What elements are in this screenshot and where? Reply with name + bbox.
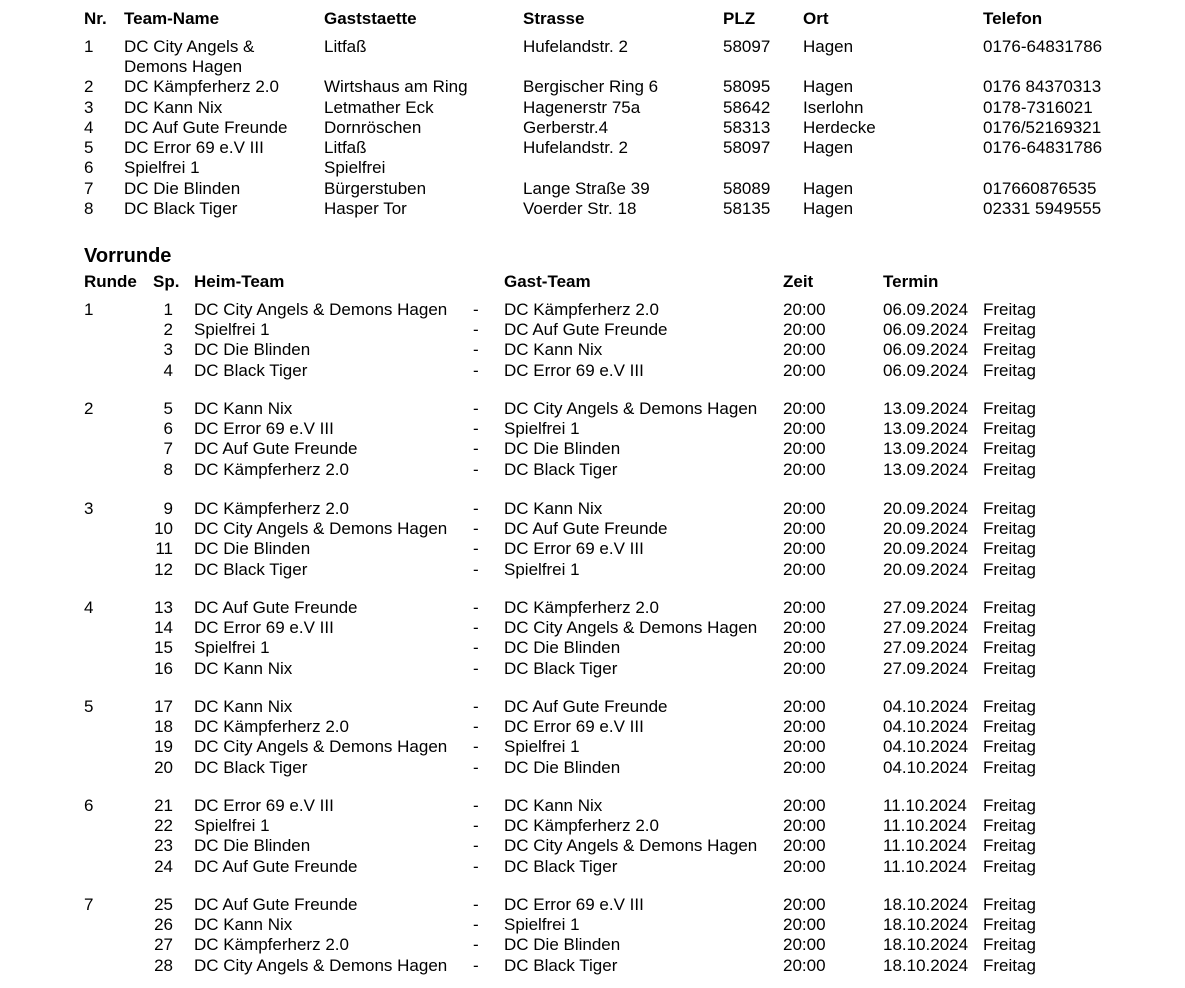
game-date: 27.09.2024 [883,638,969,657]
game-weekday: Freitag [983,419,1036,438]
vs-separator: - [473,915,479,934]
vorrunde-header-runde: Runde [84,272,137,291]
game-number: 3 [163,340,173,359]
vs-separator: - [473,717,479,736]
game-number: 1 [163,300,173,319]
away-team: DC Kämpferherz 2.0 [504,598,659,617]
home-team: DC Die Blinden [194,340,311,359]
away-team: DC Auf Gute Freunde [504,320,668,339]
away-team: DC Error 69 e.V III [504,895,644,914]
team-cell-plz: 58313 [723,118,771,137]
home-team: DC Error 69 e.V III [194,796,334,815]
team-cell-name: DC Black Tiger [124,199,238,218]
game-date: 04.10.2024 [883,697,969,716]
vs-separator: - [473,758,479,777]
game-weekday: Freitag [983,560,1036,579]
game-number: 5 [163,399,173,418]
game-date: 18.10.2024 [883,895,969,914]
vs-separator: - [473,419,479,438]
game-weekday: Freitag [983,499,1036,518]
game-date: 06.09.2024 [883,361,969,380]
team-cell-phone: 0176-64831786 [983,37,1103,56]
game-number: 10 [154,519,173,538]
game-date: 06.09.2024 [883,340,969,359]
game-date: 18.10.2024 [883,915,969,934]
team-cell-plz: 58135 [723,199,771,218]
home-team: DC City Angels & Demons Hagen [194,956,448,975]
vs-separator: - [473,659,479,678]
game-weekday: Freitag [983,320,1036,339]
game-date: 27.09.2024 [883,659,969,678]
round-number: 2 [84,399,94,418]
game-weekday: Freitag [983,340,1036,359]
team-cell-name: DC Die Blinden [124,179,241,198]
game-time: 20:00 [783,737,826,756]
game-number: 21 [154,796,173,815]
game-number: 23 [154,836,173,855]
home-team: DC Die Blinden [194,539,311,558]
vorrunde-header-sp: Sp. [153,272,180,291]
team-cell-street: Hagenerstr 75a [523,98,641,117]
game-date: 04.10.2024 [883,717,969,736]
team-cell-venue: Hasper Tor [324,199,407,218]
vs-separator: - [473,737,479,756]
away-team: DC City Angels & Demons Hagen [504,399,758,418]
vorrunde-header-gast: Gast-Team [504,272,591,291]
game-number: 24 [154,857,173,876]
game-weekday: Freitag [983,697,1036,716]
vs-separator: - [473,560,479,579]
game-number: 7 [163,439,173,458]
game-date: 04.10.2024 [883,737,969,756]
game-weekday: Freitag [983,361,1036,380]
teams-header-plz: PLZ [723,9,756,28]
away-team: DC Black Tiger [504,659,618,678]
game-date: 20.09.2024 [883,499,969,518]
team-cell-ort: Iserlohn [803,98,864,117]
game-number: 16 [154,659,173,678]
game-time: 20:00 [783,519,826,538]
away-team: Spielfrei 1 [504,560,580,579]
game-date: 18.10.2024 [883,956,969,975]
home-team: DC Auf Gute Freunde [194,439,358,458]
team-cell-ort: Hagen [803,138,854,157]
round-number: 7 [84,895,94,914]
game-weekday: Freitag [983,915,1036,934]
game-time: 20:00 [783,300,826,319]
team-cell-nr: 3 [84,98,94,117]
game-number: 13 [154,598,173,617]
home-team: DC City Angels & Demons Hagen [194,519,448,538]
team-cell-venue: Letmather Eck [324,98,434,117]
team-cell-street: Gerberstr.4 [523,118,609,137]
teams-header-street: Strasse [523,9,585,28]
team-cell-nr: 6 [84,158,94,177]
team-cell-phone: 02331 5949555 [983,199,1102,218]
team-cell-venue: Spielfrei [324,158,386,177]
away-team: DC Black Tiger [504,857,618,876]
away-team: DC Kann Nix [504,499,603,518]
home-team: DC City Angels & Demons Hagen [194,737,448,756]
home-team: DC Kämpferherz 2.0 [194,935,349,954]
home-team: Spielfrei 1 [194,320,270,339]
game-time: 20:00 [783,758,826,777]
teams-header-ort: Ort [803,9,829,28]
vorrunde-header-heim: Heim-Team [194,272,285,291]
away-team: Spielfrei 1 [504,737,580,756]
game-weekday: Freitag [983,717,1036,736]
home-team: DC Black Tiger [194,758,308,777]
game-time: 20:00 [783,419,826,438]
game-number: 17 [154,697,173,716]
game-number: 25 [154,895,173,914]
game-weekday: Freitag [983,439,1036,458]
home-team: DC Kann Nix [194,697,293,716]
game-date: 06.09.2024 [883,320,969,339]
home-team: DC Kann Nix [194,659,293,678]
team-cell-nr: 7 [84,179,94,198]
away-team: DC Auf Gute Freunde [504,697,668,716]
team-cell-street: Hufelandstr. 2 [523,37,628,56]
vs-separator: - [473,796,479,815]
teams-header-venue: Gaststaette [324,9,417,28]
team-cell-nr: 5 [84,138,94,157]
game-date: 13.09.2024 [883,399,969,418]
vs-separator: - [473,895,479,914]
game-date: 11.10.2024 [883,816,967,835]
game-time: 20:00 [783,796,826,815]
game-time: 20:00 [783,915,826,934]
teams-header-nr: Nr. [84,9,107,28]
team-cell-phone: 0178-7316021 [983,98,1093,117]
game-number: 26 [154,915,173,934]
vs-separator: - [473,300,479,319]
game-time: 20:00 [783,638,826,657]
team-cell-plz: 58095 [723,77,771,96]
team-cell-venue: Dornröschen [324,118,422,137]
home-team: DC City Angels & Demons Hagen [194,300,448,319]
game-time: 20:00 [783,816,826,835]
team-cell-venue: Litfaß [324,138,367,157]
team-cell-name: DC Error 69 e.V III [124,138,264,157]
game-weekday: Freitag [983,816,1036,835]
game-time: 20:00 [783,598,826,617]
team-cell-nr: 1 [84,37,94,56]
away-team: DC Die Blinden [504,638,621,657]
round-number: 5 [84,697,94,716]
game-date: 11.10.2024 [883,836,967,855]
vorrunde-header-zeit: Zeit [783,272,814,291]
away-team: DC Auf Gute Freunde [504,519,668,538]
game-number: 28 [154,956,173,975]
away-team: DC Die Blinden [504,758,621,777]
game-number: 12 [154,560,173,579]
game-weekday: Freitag [983,857,1036,876]
game-time: 20:00 [783,697,826,716]
game-weekday: Freitag [983,659,1036,678]
team-cell-name: DC City Angels & [124,37,255,56]
home-team: DC Kämpferherz 2.0 [194,499,349,518]
away-team: DC Kämpferherz 2.0 [504,816,659,835]
away-team: DC City Angels & Demons Hagen [504,836,758,855]
away-team: Spielfrei 1 [504,915,580,934]
game-date: 20.09.2024 [883,539,969,558]
game-time: 20:00 [783,399,826,418]
vs-separator: - [473,439,479,458]
round-number: 3 [84,499,94,518]
team-cell-plz: 58097 [723,138,771,157]
team-cell-street: Hufelandstr. 2 [523,138,628,157]
game-weekday: Freitag [983,935,1036,954]
vorrunde-title: Vorrunde [84,245,172,267]
game-time: 20:00 [783,836,826,855]
game-date: 06.09.2024 [883,300,969,319]
team-cell-street: Voerder Str. 18 [523,199,637,218]
vs-separator: - [473,857,479,876]
game-date: 27.09.2024 [883,618,969,637]
away-team: DC Kann Nix [504,796,603,815]
game-date: 13.09.2024 [883,460,969,479]
game-date: 27.09.2024 [883,598,969,617]
game-time: 20:00 [783,439,826,458]
home-team: DC Auf Gute Freunde [194,857,358,876]
game-number: 14 [154,618,173,637]
game-date: 20.09.2024 [883,560,969,579]
teams-header-name: Team-Name [124,9,220,28]
team-cell-venue: Litfaß [324,37,367,56]
vs-separator: - [473,460,479,479]
game-number: 6 [163,419,173,438]
game-weekday: Freitag [983,836,1036,855]
away-team: DC Black Tiger [504,956,618,975]
home-team: DC Error 69 e.V III [194,618,334,637]
team-cell-ort: Herdecke [803,118,876,137]
game-date: 11.10.2024 [883,857,967,876]
vs-separator: - [473,519,479,538]
team-cell-nr: 4 [84,118,94,137]
game-number: 18 [154,717,173,736]
game-time: 20:00 [783,460,826,479]
round-number: 4 [84,598,94,617]
team-cell-name-cont: Demons Hagen [124,57,243,76]
away-team: DC Error 69 e.V III [504,717,644,736]
away-team: DC Kann Nix [504,340,603,359]
game-time: 20:00 [783,659,826,678]
game-time: 20:00 [783,499,826,518]
game-time: 20:00 [783,717,826,736]
game-date: 11.10.2024 [883,796,967,815]
game-weekday: Freitag [983,460,1036,479]
vs-separator: - [473,539,479,558]
team-cell-nr: 8 [84,199,94,218]
game-time: 20:00 [783,935,826,954]
game-time: 20:00 [783,895,826,914]
game-time: 20:00 [783,340,826,359]
team-cell-name: Spielfrei 1 [124,158,200,177]
game-weekday: Freitag [983,796,1036,815]
away-team: DC Error 69 e.V III [504,361,644,380]
team-cell-ort: Hagen [803,77,854,96]
team-cell-phone: 0176/52169321 [983,118,1102,137]
game-weekday: Freitag [983,758,1036,777]
team-cell-street: Bergischer Ring 6 [523,77,659,96]
team-cell-nr: 2 [84,77,94,96]
away-team: DC City Angels & Demons Hagen [504,618,758,637]
vs-separator: - [473,836,479,855]
team-cell-venue: Wirtshaus am Ring [324,77,468,96]
team-cell-phone: 017660876535 [983,179,1097,198]
vs-separator: - [473,816,479,835]
game-number: 15 [154,638,173,657]
team-cell-street: Lange Straße 39 [523,179,650,198]
game-number: 11 [155,539,173,558]
game-date: 04.10.2024 [883,758,969,777]
home-team: DC Auf Gute Freunde [194,895,358,914]
game-time: 20:00 [783,539,826,558]
vs-separator: - [473,618,479,637]
home-team: DC Error 69 e.V III [194,419,334,438]
home-team: DC Black Tiger [194,361,308,380]
home-team: Spielfrei 1 [194,816,270,835]
game-date: 13.09.2024 [883,439,969,458]
away-team: DC Kämpferherz 2.0 [504,300,659,319]
game-weekday: Freitag [983,598,1036,617]
home-team: DC Die Blinden [194,836,311,855]
game-number: 4 [163,361,173,380]
game-time: 20:00 [783,560,826,579]
game-weekday: Freitag [983,638,1036,657]
game-number: 27 [154,935,173,954]
game-weekday: Freitag [983,539,1036,558]
away-team: DC Die Blinden [504,935,621,954]
home-team: DC Auf Gute Freunde [194,598,358,617]
game-time: 20:00 [783,618,826,637]
round-number: 1 [84,300,94,319]
away-team: DC Die Blinden [504,439,621,458]
vs-separator: - [473,499,479,518]
home-team: DC Kann Nix [194,915,293,934]
team-cell-ort: Hagen [803,179,854,198]
game-time: 20:00 [783,320,826,339]
game-weekday: Freitag [983,895,1036,914]
team-cell-plz: 58642 [723,98,771,117]
game-weekday: Freitag [983,300,1036,319]
game-weekday: Freitag [983,737,1036,756]
game-number: 8 [163,460,173,479]
team-cell-plz: 58097 [723,37,771,56]
game-weekday: Freitag [983,618,1036,637]
vs-separator: - [473,956,479,975]
away-team: DC Error 69 e.V III [504,539,644,558]
game-number: 9 [163,499,173,518]
team-cell-ort: Hagen [803,37,854,56]
game-weekday: Freitag [983,519,1036,538]
home-team: DC Black Tiger [194,560,308,579]
team-cell-venue: Bürgerstuben [324,179,427,198]
vs-separator: - [473,320,479,339]
vs-separator: - [473,697,479,716]
team-cell-name: DC Auf Gute Freunde [124,118,288,137]
team-cell-plz: 58089 [723,179,771,198]
team-cell-phone: 0176 84370313 [983,77,1102,96]
game-number: 22 [154,816,173,835]
game-date: 20.09.2024 [883,519,969,538]
game-date: 18.10.2024 [883,935,969,954]
vs-separator: - [473,340,479,359]
vorrunde-header-termin: Termin [883,272,939,291]
away-team: DC Black Tiger [504,460,618,479]
game-weekday: Freitag [983,399,1036,418]
vs-separator: - [473,638,479,657]
vs-separator: - [473,935,479,954]
vs-separator: - [473,598,479,617]
team-cell-name: DC Kann Nix [124,98,223,117]
home-team: DC Kämpferherz 2.0 [194,460,349,479]
game-number: 2 [163,320,173,339]
away-team: Spielfrei 1 [504,419,580,438]
team-cell-name: DC Kämpferherz 2.0 [124,77,279,96]
game-time: 20:00 [783,956,826,975]
game-date: 13.09.2024 [883,419,969,438]
game-number: 19 [154,737,173,756]
home-team: Spielfrei 1 [194,638,270,657]
game-time: 20:00 [783,857,826,876]
game-number: 20 [154,758,173,777]
game-weekday: Freitag [983,956,1036,975]
home-team: DC Kann Nix [194,399,293,418]
teams-header-phone: Telefon [983,9,1043,28]
home-team: DC Kämpferherz 2.0 [194,717,349,736]
team-cell-phone: 0176-64831786 [983,138,1103,157]
team-cell-ort: Hagen [803,199,854,218]
vs-separator: - [473,361,479,380]
round-number: 6 [84,796,94,815]
game-time: 20:00 [783,361,826,380]
vs-separator: - [473,399,479,418]
